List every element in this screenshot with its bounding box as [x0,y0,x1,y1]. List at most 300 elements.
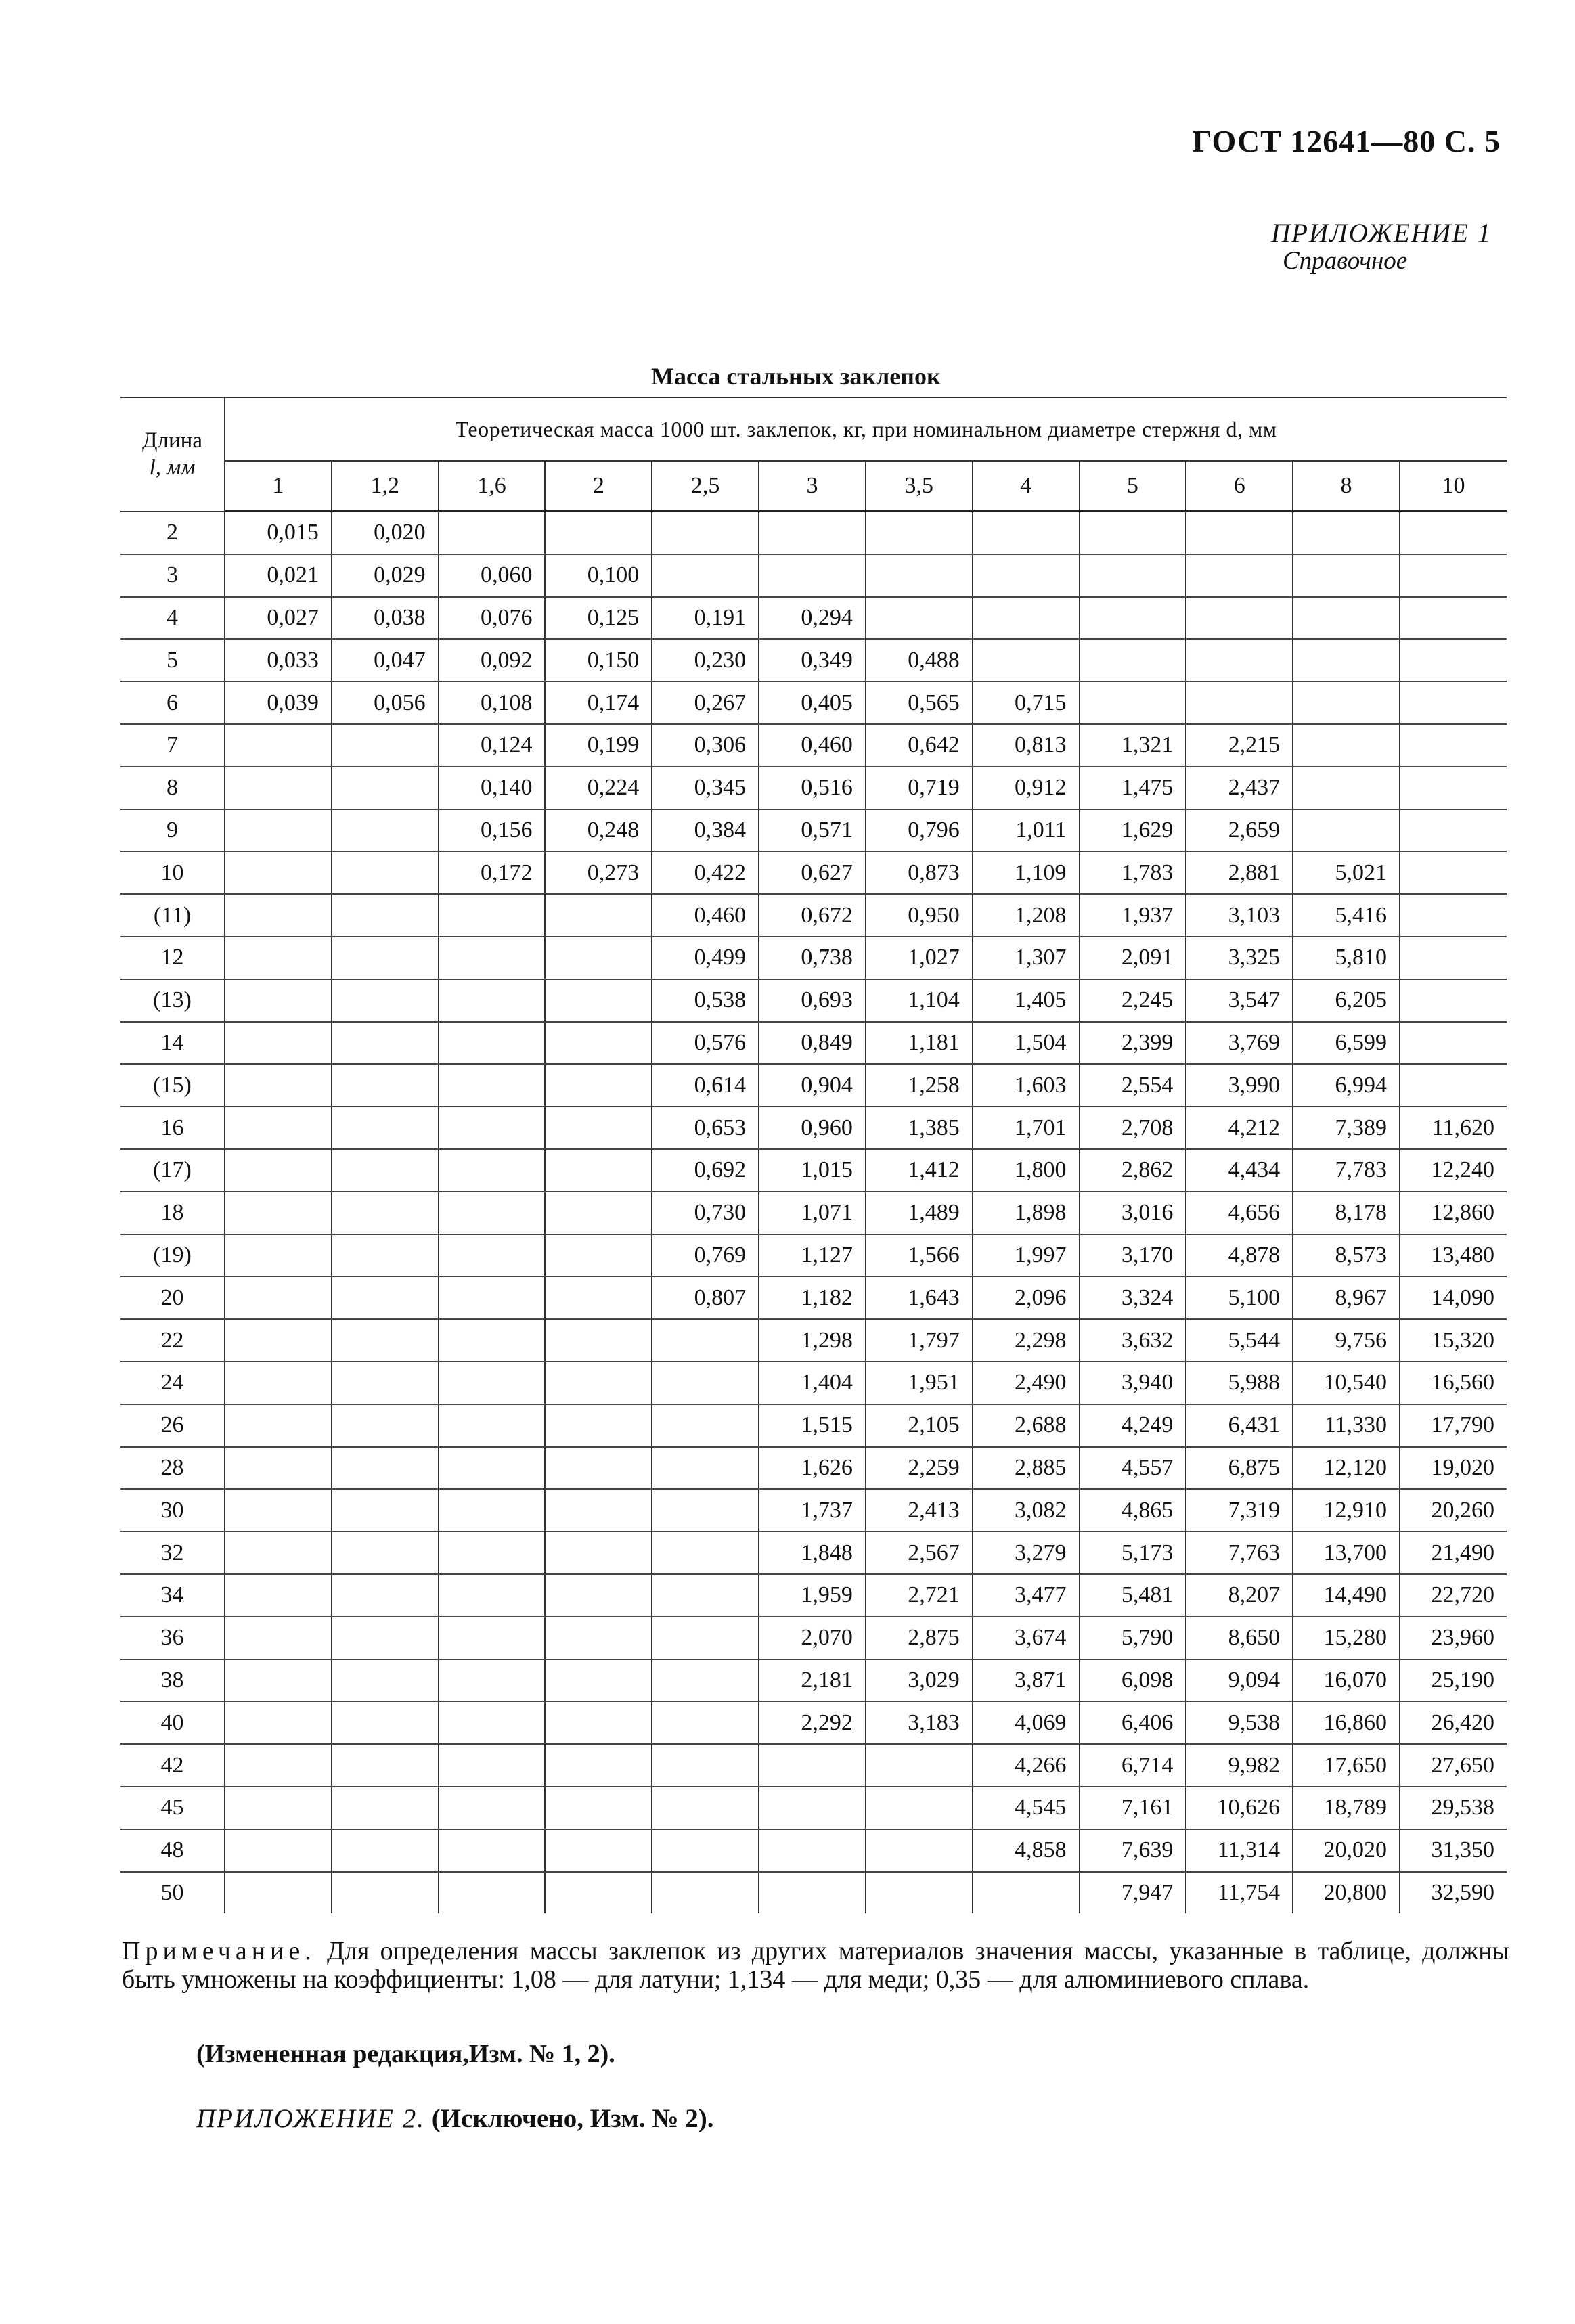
mass-cell: 1,783 [1080,851,1186,894]
diameter-header: 1 [225,461,332,512]
mass-cell [1080,597,1186,640]
mass-cell [652,1701,759,1744]
mass-cell: 1,898 [973,1192,1080,1234]
document-header: ГОСТ 12641—80 С. 5 [1192,124,1501,158]
mass-cell: 16,860 [1293,1701,1400,1744]
mass-cell: 2,091 [1080,937,1186,979]
mass-cell: 0,715 [973,681,1080,724]
mass-cell: 3,103 [1186,894,1293,937]
mass-cell [332,1659,439,1702]
mass-cell: 3,170 [1080,1234,1186,1277]
mass-cell: 19,020 [1400,1447,1507,1490]
mass-cell: 2,298 [973,1319,1080,1362]
mass-cell [545,1744,652,1787]
table-row [120,1319,1507,1362]
length-cell: 38 [120,1659,225,1702]
mass-cell: 1,997 [973,1234,1080,1277]
mass-cell: 0,345 [652,767,759,809]
mass-cell: 7,763 [1186,1532,1293,1574]
mass-cell: 6,714 [1080,1744,1186,1787]
mass-cell [332,1574,439,1617]
mass-cell: 2,245 [1080,979,1186,1022]
mass-cell [332,894,439,937]
mass-cell [1293,639,1400,681]
mass-cell [1293,724,1400,767]
mass-cell: 0,027 [225,597,332,640]
mass-cell [1293,597,1400,640]
mass-cell: 3,183 [866,1701,973,1744]
mass-cell: 1,182 [759,1276,866,1319]
mass-cell [1400,979,1507,1022]
mass-cell: 0,092 [439,639,546,681]
table-row [120,1234,1507,1277]
length-cell: 9 [120,809,225,852]
mass-cell: 0,384 [652,809,759,852]
mass-cell: 2,688 [973,1404,1080,1447]
mass-cell: 3,871 [973,1659,1080,1702]
mass-cell [439,1276,546,1319]
mass-cell [545,1617,652,1659]
mass-cell [545,1234,652,1277]
mass-cell: 15,320 [1400,1319,1507,1362]
mass-cell: 2,105 [866,1404,973,1447]
mass-cell [225,937,332,979]
mass-cell: 6,875 [1186,1447,1293,1490]
mass-cell: 13,480 [1400,1234,1507,1277]
table-row [120,1574,1507,1617]
mass-cell: 23,960 [1400,1617,1507,1659]
mass-cell: 20,260 [1400,1489,1507,1532]
mass-cell [332,1489,439,1532]
mass-cell [759,1744,866,1787]
mass-cell [545,1659,652,1702]
length-cell: 48 [120,1829,225,1872]
mass-cell [545,1362,652,1404]
mass-cell [439,1107,546,1149]
mass-cell [866,554,973,597]
mass-cell: 4,865 [1080,1489,1186,1532]
mass-cell: 14,490 [1293,1574,1400,1617]
mass-cell: 0,904 [759,1064,866,1107]
mass-cell [973,597,1080,640]
mass-cell: 0,516 [759,767,866,809]
mass-cell [439,1192,546,1234]
mass-cell: 2,181 [759,1659,866,1702]
length-cell: 14 [120,1022,225,1065]
mass-cell: 22,720 [1400,1574,1507,1617]
mass-cell: 0,047 [332,639,439,681]
mass-cell [652,1872,759,1914]
mass-cell: 2,413 [866,1489,973,1532]
length-header-label: Длина [142,428,202,453]
mass-cell: 0,100 [545,554,652,597]
length-cell: (19) [120,1234,225,1277]
mass-cell [1186,681,1293,724]
length-cell: 36 [120,1617,225,1659]
mass-cell: 1,848 [759,1532,866,1574]
mass-cell [225,1149,332,1192]
mass-cell: 3,016 [1080,1192,1186,1234]
mass-cell: 7,319 [1186,1489,1293,1532]
mass-cell: 4,434 [1186,1149,1293,1192]
mass-cell [225,1574,332,1617]
mass-cell: 4,878 [1186,1234,1293,1277]
mass-cell [652,1787,759,1829]
mass-cell [545,1829,652,1872]
mass-cell: 3,769 [1186,1022,1293,1065]
table-row [120,767,1507,809]
mass-cell: 1,404 [759,1362,866,1404]
table-row [120,1489,1507,1532]
mass-cell [332,1744,439,1787]
length-cell: 32 [120,1532,225,1574]
mass-cell [225,979,332,1022]
mass-cell [545,1276,652,1319]
mass-cell: 2,881 [1186,851,1293,894]
mass-cell [1186,639,1293,681]
mass-cell: 12,240 [1400,1149,1507,1192]
length-cell: 30 [120,1489,225,1532]
appendix-2-text: (Исключено, Изм. № 2). [424,2104,714,2133]
mass-cell [225,1617,332,1659]
mass-cell: 2,567 [866,1532,973,1574]
mass-cell: 9,982 [1186,1744,1293,1787]
mass-cell [225,1489,332,1532]
mass-cell: 21,490 [1400,1532,1507,1574]
mass-cell: 5,790 [1080,1617,1186,1659]
mass-cell [545,937,652,979]
mass-cell: 20,020 [1293,1829,1400,1872]
mass-cell: 0,108 [439,681,546,724]
mass-cell: 3,279 [973,1532,1080,1574]
mass-cell [225,724,332,767]
mass-cell: 2,070 [759,1617,866,1659]
mass-cell [225,851,332,894]
mass-cell [1400,937,1507,979]
mass-cell: 0,056 [332,681,439,724]
mass-cell: 0,693 [759,979,866,1022]
table-row [120,1149,1507,1192]
mass-cell [225,1107,332,1149]
length-cell: 12 [120,937,225,979]
mass-cell: 1,307 [973,937,1080,979]
mass-cell [225,767,332,809]
table-row [120,851,1507,894]
mass-cell: 0,076 [439,597,546,640]
mass-cell [439,1404,546,1447]
mass-cell: 0,230 [652,639,759,681]
mass-cell [225,1276,332,1319]
mass-cell: 5,416 [1293,894,1400,937]
length-cell: 28 [120,1447,225,1490]
mass-cell: 0,294 [759,597,866,640]
mass-cell [225,1404,332,1447]
appendix-2 [196,2103,713,2134]
mass-cell: 1,208 [973,894,1080,937]
length-cell: 18 [120,1192,225,1234]
mass-cell: 4,545 [973,1787,1080,1829]
mass-cell [1400,681,1507,724]
mass-cell: 8,207 [1186,1574,1293,1617]
mass-cell [545,1447,652,1490]
mass-cell: 6,406 [1080,1701,1186,1744]
mass-cell: 1,109 [973,851,1080,894]
mass-cell: 1,629 [1080,809,1186,852]
mass-cell [973,554,1080,597]
table-row [120,681,1507,724]
mass-cell [545,512,652,554]
mass-cell [439,1149,546,1192]
length-cell: 40 [120,1701,225,1744]
mass-cell: 20,800 [1293,1872,1400,1914]
mass-cell [545,1532,652,1574]
mass-cell [439,937,546,979]
length-cell: (11) [120,894,225,937]
diameter-header: 3,5 [866,461,973,512]
mass-cell [439,1617,546,1659]
mass-cell [545,1404,652,1447]
mass-cell: 2,437 [1186,767,1293,809]
mass-cell [1293,554,1400,597]
mass-cell: 3,674 [973,1617,1080,1659]
mass-cell: 17,790 [1400,1404,1507,1447]
mass-cell: 1,643 [866,1276,973,1319]
mass-cell [439,1319,546,1362]
mass-cell [225,1659,332,1702]
mass-cell: 9,094 [1186,1659,1293,1702]
mass-cell [759,512,866,554]
length-cell: 26 [120,1404,225,1447]
mass-cell [225,1787,332,1829]
diameter-header: 2 [545,461,652,512]
mass-cell [545,1489,652,1532]
mass-cell [332,1362,439,1404]
mass-cell: 0,813 [973,724,1080,767]
mass-cell [545,1872,652,1914]
table-row [120,1701,1507,1744]
length-cell: 3 [120,554,225,597]
mass-cell: 12,910 [1293,1489,1400,1532]
mass-cell: 4,557 [1080,1447,1186,1490]
mass-cell: 3,990 [1186,1064,1293,1107]
table-body [120,512,1507,1914]
mass-cell: 1,298 [759,1319,866,1362]
mass-cell: 1,959 [759,1574,866,1617]
mass-cell [332,1192,439,1234]
diameter-header: 8 [1293,461,1400,512]
table-row [120,724,1507,767]
mass-cell: 7,783 [1293,1149,1400,1192]
mass-cell [225,1319,332,1362]
length-cell: 10 [120,851,225,894]
mass-cell: 1,515 [759,1404,866,1447]
mass-cell: 11,330 [1293,1404,1400,1447]
mass-cell [332,1617,439,1659]
mass-cell [973,1872,1080,1914]
mass-cell: 0,571 [759,809,866,852]
mass-cell [439,1659,546,1702]
mass-cell [332,1701,439,1744]
mass-cell: 7,389 [1293,1107,1400,1149]
mass-cell: 0,873 [866,851,973,894]
mass-cell [332,979,439,1022]
mass-cell: 16,070 [1293,1659,1400,1702]
mass-cell [652,554,759,597]
mass-cell: 18,789 [1293,1787,1400,1829]
mass-cell [1400,724,1507,767]
mass-cell: 5,988 [1186,1362,1293,1404]
mass-cell [439,1701,546,1744]
table-row [120,1064,1507,1107]
mass-cell: 0,029 [332,554,439,597]
mass-cell [439,1234,546,1277]
mass-cell [652,1744,759,1787]
appendix-title: ПРИЛОЖЕНИЕ 1 [1271,219,1492,248]
diameter-header: 6 [1186,461,1293,512]
mass-cell [545,1574,652,1617]
mass-cell [652,1489,759,1532]
mass-cell [759,554,866,597]
mass-cell [225,1234,332,1277]
mass-cell: 29,538 [1400,1787,1507,1829]
mass-cell: 0,172 [439,851,546,894]
mass-cell [225,1064,332,1107]
mass-cell: 2,708 [1080,1107,1186,1149]
table-row [120,1872,1507,1914]
mass-cell [332,1064,439,1107]
length-cell: 50 [120,1872,225,1914]
mass-cell [332,1107,439,1149]
mass-cell [439,1744,546,1787]
mass-cell: 2,659 [1186,809,1293,852]
mass-cell [439,512,546,554]
note-text: Для определения массы заклепок из других материалов значения массы, указанные в таблице, должны быть умножены на коэффициенты: 1,08 — для латуни; 1,134 — для меди; 0,35 — для алюминиевого сплава. [122,1937,1509,1994]
mass-cell: 5,021 [1293,851,1400,894]
mass-cell: 4,858 [973,1829,1080,1872]
mass-cell: 1,701 [973,1107,1080,1149]
mass-cell: 2,862 [1080,1149,1186,1192]
diameter-header: 4 [973,461,1080,512]
mass-cell: 1,104 [866,979,973,1022]
mass-cell: 1,027 [866,937,973,979]
mass-cell: 3,029 [866,1659,973,1702]
mass-cell: 1,504 [973,1022,1080,1065]
mass-cell [332,1022,439,1065]
mass-cell [1400,597,1507,640]
note-label: Примечание. [122,1937,316,1965]
mass-cell: 0,191 [652,597,759,640]
table-row [120,937,1507,979]
mass-cell [1186,512,1293,554]
mass-cell [439,894,546,937]
mass-cell: 14,090 [1400,1276,1507,1319]
mass-cell: 11,754 [1186,1872,1293,1914]
mass-cell: 15,280 [1293,1617,1400,1659]
length-cell: 42 [120,1744,225,1787]
mass-cell: 13,700 [1293,1532,1400,1574]
mass-cell: 1,405 [973,979,1080,1022]
mass-cell: 0,021 [225,554,332,597]
mass-cell: 9,538 [1186,1701,1293,1744]
mass-cell: 0,060 [439,554,546,597]
mass-cell [866,1829,973,1872]
mass-cell [652,1659,759,1702]
mass-cell [332,1872,439,1914]
mass-cell [1400,1064,1507,1107]
mass-cell [439,1362,546,1404]
table-note [122,1937,1509,1994]
mass-cell: 1,127 [759,1234,866,1277]
mass-cell: 1,258 [866,1064,973,1107]
table-title: Масса стальных заклепок [651,363,941,390]
mass-cell [1293,767,1400,809]
mass-cell: 1,412 [866,1149,973,1192]
mass-cell: 0,224 [545,767,652,809]
mass-cell: 4,266 [973,1744,1080,1787]
diameter-header-row [120,461,1507,512]
rivet-mass-table [120,397,1507,1913]
mass-cell [332,937,439,979]
mass-cell: 3,632 [1080,1319,1186,1362]
mass-cell: 0,692 [652,1149,759,1192]
mass-cell [759,1829,866,1872]
mass-cell [332,1234,439,1277]
mass-cell: 0,038 [332,597,439,640]
mass-cell: 1,011 [973,809,1080,852]
mass-cell: 7,161 [1080,1787,1186,1829]
mass-cell: 0,015 [225,512,332,554]
mass-cell: 1,951 [866,1362,973,1404]
mass-cell: 5,173 [1080,1532,1186,1574]
mass-cell [225,1022,332,1065]
mass-cell: 0,849 [759,1022,866,1065]
length-cell: 6 [120,681,225,724]
mass-cell [866,597,973,640]
mass-cell: 0,174 [545,681,652,724]
mass-cell: 0,422 [652,851,759,894]
mass-cell [652,1617,759,1659]
table-row [120,554,1507,597]
mass-cell [1400,809,1507,852]
mass-cell [652,1404,759,1447]
mass-cell: 2,215 [1186,724,1293,767]
mass-cell: 3,325 [1186,937,1293,979]
mass-cell: 5,100 [1186,1276,1293,1319]
mass-cell [225,1532,332,1574]
mass-cell: 1,385 [866,1107,973,1149]
mass-cell [439,1574,546,1617]
mass-cell: 0,769 [652,1234,759,1277]
mass-cell [652,1574,759,1617]
mass-cell: 2,259 [866,1447,973,1490]
length-cell: 22 [120,1319,225,1362]
mass-cell [545,1319,652,1362]
mass-cell [545,1787,652,1829]
mass-cell: 1,626 [759,1447,866,1490]
mass-cell: 2,292 [759,1701,866,1744]
mass-cell: 0,719 [866,767,973,809]
mass-cell [1400,512,1507,554]
mass-cell: 0,538 [652,979,759,1022]
diameter-header: 1,2 [332,461,439,512]
mass-cell: 3,477 [973,1574,1080,1617]
mass-cell: 0,614 [652,1064,759,1107]
mass-cell: 9,756 [1293,1319,1400,1362]
mass-cell [866,1872,973,1914]
mass-cell: 0,565 [866,681,973,724]
mass-cell [225,894,332,937]
mass-cell: 27,650 [1400,1744,1507,1787]
